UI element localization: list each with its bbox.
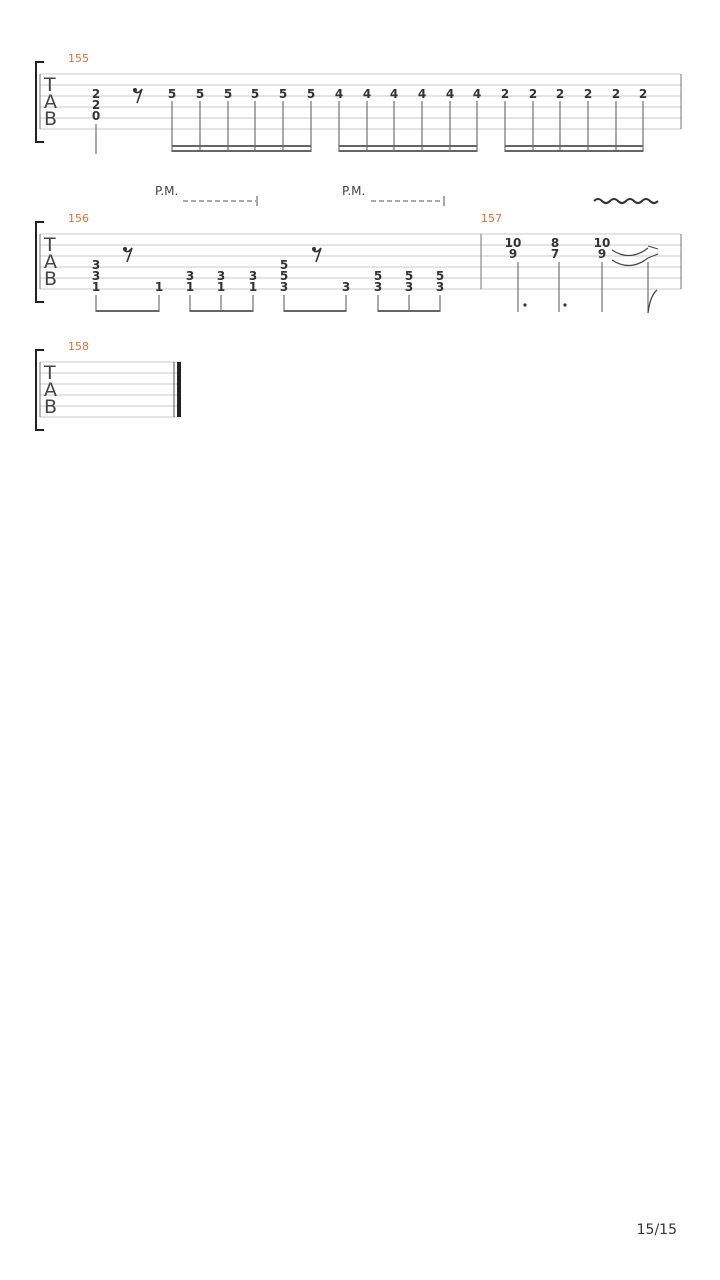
tie-icon <box>612 258 648 266</box>
fret-number: 1 <box>154 280 164 294</box>
fret-number: 4 <box>362 87 372 101</box>
fret-number: 2 <box>91 87 101 101</box>
tab-letter-t: T <box>44 362 56 384</box>
tab-letter-t: T <box>44 74 56 96</box>
fret-number: 2 <box>611 87 621 101</box>
fret-number: 4 <box>334 87 344 101</box>
sixteenth-run-3 <box>501 87 647 152</box>
fret-number: 5 <box>167 87 177 101</box>
fret-number: 10 <box>593 236 611 250</box>
fret-number: 3 <box>216 269 226 283</box>
fret-number: 5 <box>373 269 383 283</box>
measure-number-158: 158 <box>68 340 89 353</box>
vibrato-icon <box>594 199 658 203</box>
measure-number-156: 156 <box>68 212 89 225</box>
fret-number: 2 <box>583 87 593 101</box>
palm-mute-label: P.M. <box>155 184 179 198</box>
fret-number: 5 <box>278 87 288 101</box>
page-number: 15/15 <box>636 1222 677 1238</box>
end-barline-icon <box>177 362 181 417</box>
fret-number: 2 <box>555 87 565 101</box>
fret-number: 3 <box>404 280 414 294</box>
fret-number: 5 <box>279 269 289 283</box>
system-2 <box>36 184 681 313</box>
fret-number: 3 <box>435 280 445 294</box>
fret-number: 1 <box>91 280 101 294</box>
sixteenth-run-1 <box>168 87 315 152</box>
fret-number: 5 <box>435 269 445 283</box>
tab-letter-b: B <box>44 396 58 418</box>
sixteenth-run-2 <box>335 87 481 152</box>
measure-number-155: 155 <box>68 52 89 65</box>
fret-number: 3 <box>373 280 383 294</box>
eighth-rest-dot <box>133 88 137 92</box>
tie-icon <box>612 248 648 256</box>
fret-number: 1 <box>248 280 258 294</box>
tab-letter-t: T <box>44 234 56 256</box>
palm-mute-label: P.M. <box>342 184 366 198</box>
fret-number: 5 <box>250 87 260 101</box>
fret-number: 8 <box>550 236 560 250</box>
tab-letter-a: A <box>44 379 57 401</box>
fret-number: 2 <box>638 87 648 101</box>
fret-number: 5 <box>223 87 233 101</box>
fret-number: 5 <box>404 269 414 283</box>
staff-lines <box>40 362 179 417</box>
fret-number: 9 <box>597 247 607 261</box>
fret-number: 5 <box>279 258 289 272</box>
staff-lines <box>40 234 681 289</box>
system-3 <box>36 340 181 430</box>
fret-number: 2 <box>500 87 510 101</box>
fret-number: 7 <box>550 247 560 261</box>
dot-icon <box>563 303 566 306</box>
fret-number: 0 <box>91 109 101 123</box>
fret-number: 5 <box>195 87 205 101</box>
fret-number: 3 <box>91 269 101 283</box>
flag-icon <box>648 290 657 313</box>
tab-letter-b: B <box>44 108 58 130</box>
tab-letter-a: A <box>44 251 57 273</box>
fret-number: 5 <box>306 87 316 101</box>
fret-number: 3 <box>279 280 289 294</box>
fret-number: 1 <box>216 280 226 294</box>
dot-icon <box>523 303 526 306</box>
fret-number: 2 <box>528 87 538 101</box>
fret-number: 4 <box>472 87 482 101</box>
fret-number: 1 <box>185 280 195 294</box>
fret-number: 10 <box>504 236 522 250</box>
fret-number: 4 <box>445 87 455 101</box>
fret-number: 4 <box>417 87 427 101</box>
fret-number: 3 <box>248 269 258 283</box>
fret-number: 3 <box>91 258 101 272</box>
staff-lines <box>40 74 681 129</box>
system-1 <box>36 52 681 154</box>
fret-number: 3 <box>341 280 351 294</box>
measure-number-157: 157 <box>481 212 502 225</box>
fret-number: 3 <box>185 269 195 283</box>
tab-letter-a: A <box>44 91 57 113</box>
tab-letter-b: B <box>44 268 58 290</box>
fret-number: 2 <box>91 98 101 112</box>
fret-number: 4 <box>389 87 399 101</box>
fret-number: 9 <box>508 247 518 261</box>
